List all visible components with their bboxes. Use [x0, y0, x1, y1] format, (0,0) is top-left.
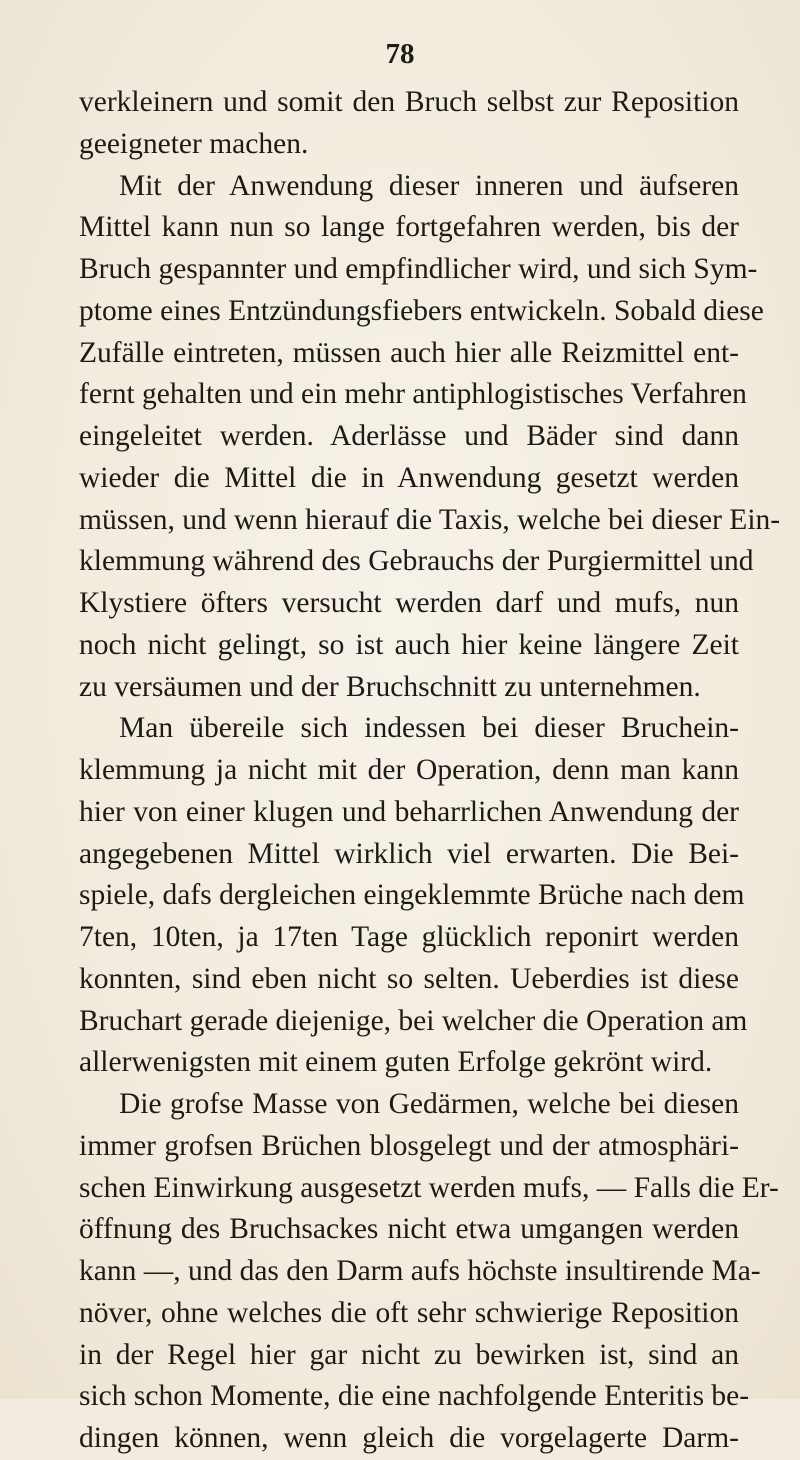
text-line: Bruchart gerade diejenige, bei welcher die Operation am [79, 1004, 748, 1037]
text-line: allerwenigsten mit einem guten Erfolge gekrönt wird. [79, 1046, 713, 1079]
text-line: müssen, und wenn hierauf die Taxis, welche bei dieser Ein- [79, 503, 781, 536]
text-line: geeigneter machen. [79, 127, 309, 160]
text-line: kann —, und das den Darm aufs höchste insultirende Ma- [79, 1255, 761, 1287]
text-line: sich schon Momente, die eine nachfolgende Enteritis be- [79, 1380, 750, 1413]
text-line: angegebenen Mittel wirklich viel erwarten. Die Bei- [79, 837, 739, 870]
page-number: 78 [385, 38, 415, 70]
text-line: immer grofsen Brüchen blosgelegt und der atmosphäri- [79, 1129, 739, 1162]
text-line: wieder die Mittel die in Anwendung gesetzt werden [79, 461, 739, 494]
text-line: schen Einwirkung ausgesetzt werden mufs, — Falls die Er- [79, 1171, 779, 1204]
text-line: verkleinern und somit den Bruch selbst zur Reposition [79, 86, 739, 118]
body-text [79, 82, 781, 1460]
text-line: in der Regel hier gar nicht zu bewirken ist, sind an [79, 1338, 739, 1371]
text-line: hier von einer klugen und beharrlichen Anwendung der [79, 795, 739, 828]
text-line: konnten, sind eben nicht so selten. Ueberdies ist diese [79, 962, 739, 995]
text-line: eingeleitet werden. Aderlässe und Bäder sind dann [79, 420, 739, 452]
text-line: zu versäumen und der Bruchschnitt zu unternehmen. [79, 670, 701, 703]
paragraph-start-line: Man übereile sich indessen bei dieser Bruchein- [119, 712, 739, 745]
text-line: ptome eines Entzündungsfiebers entwickeln. Sobald diese [79, 294, 764, 327]
text-line: öffnung des Bruchsackes nicht etwa umgangen werden [79, 1213, 739, 1246]
text-line: növer, ohne welches die oft sehr schwierige Reposition [79, 1296, 739, 1329]
text-line: Klystiere öfters versucht werden darf und mufs, nun [79, 587, 739, 619]
text-line: noch nicht gelingt, so ist auch hier keine längere Zeit [79, 628, 739, 661]
paragraph-start-line: Mit der Anwendung dieser inneren und äufseren [119, 169, 739, 202]
text-line: 7ten, 10ten, ja 17ten Tage glücklich reponirt werden [79, 921, 739, 953]
text-line: fernt gehalten und ein mehr antiphlogistisches Verfahren [79, 378, 747, 411]
text-line: Zufälle eintreten, müssen auch hier alle Reizmittel ent- [79, 336, 739, 369]
text-line: klemmung während des Gebrauchs der Purgiermittel und [79, 545, 754, 578]
text-line: dingen können, wenn gleich die vorgelagerte Darm- [79, 1422, 739, 1454]
text-line: Mittel kann nun so lange fortgefahren werden, bis der [79, 211, 739, 244]
paragraph-start-line: Die grofse Masse von Gedärmen, welche bei diesen [119, 1088, 739, 1120]
text-line: spiele, dafs dergleichen eingeklemmte Brüche nach dem [79, 879, 745, 912]
text-line: Bruch gespannter und empfindlicher wird, und sich Sym- [79, 253, 758, 285]
text-line: klemmung ja nicht mit der Operation, denn man kann [79, 754, 739, 786]
